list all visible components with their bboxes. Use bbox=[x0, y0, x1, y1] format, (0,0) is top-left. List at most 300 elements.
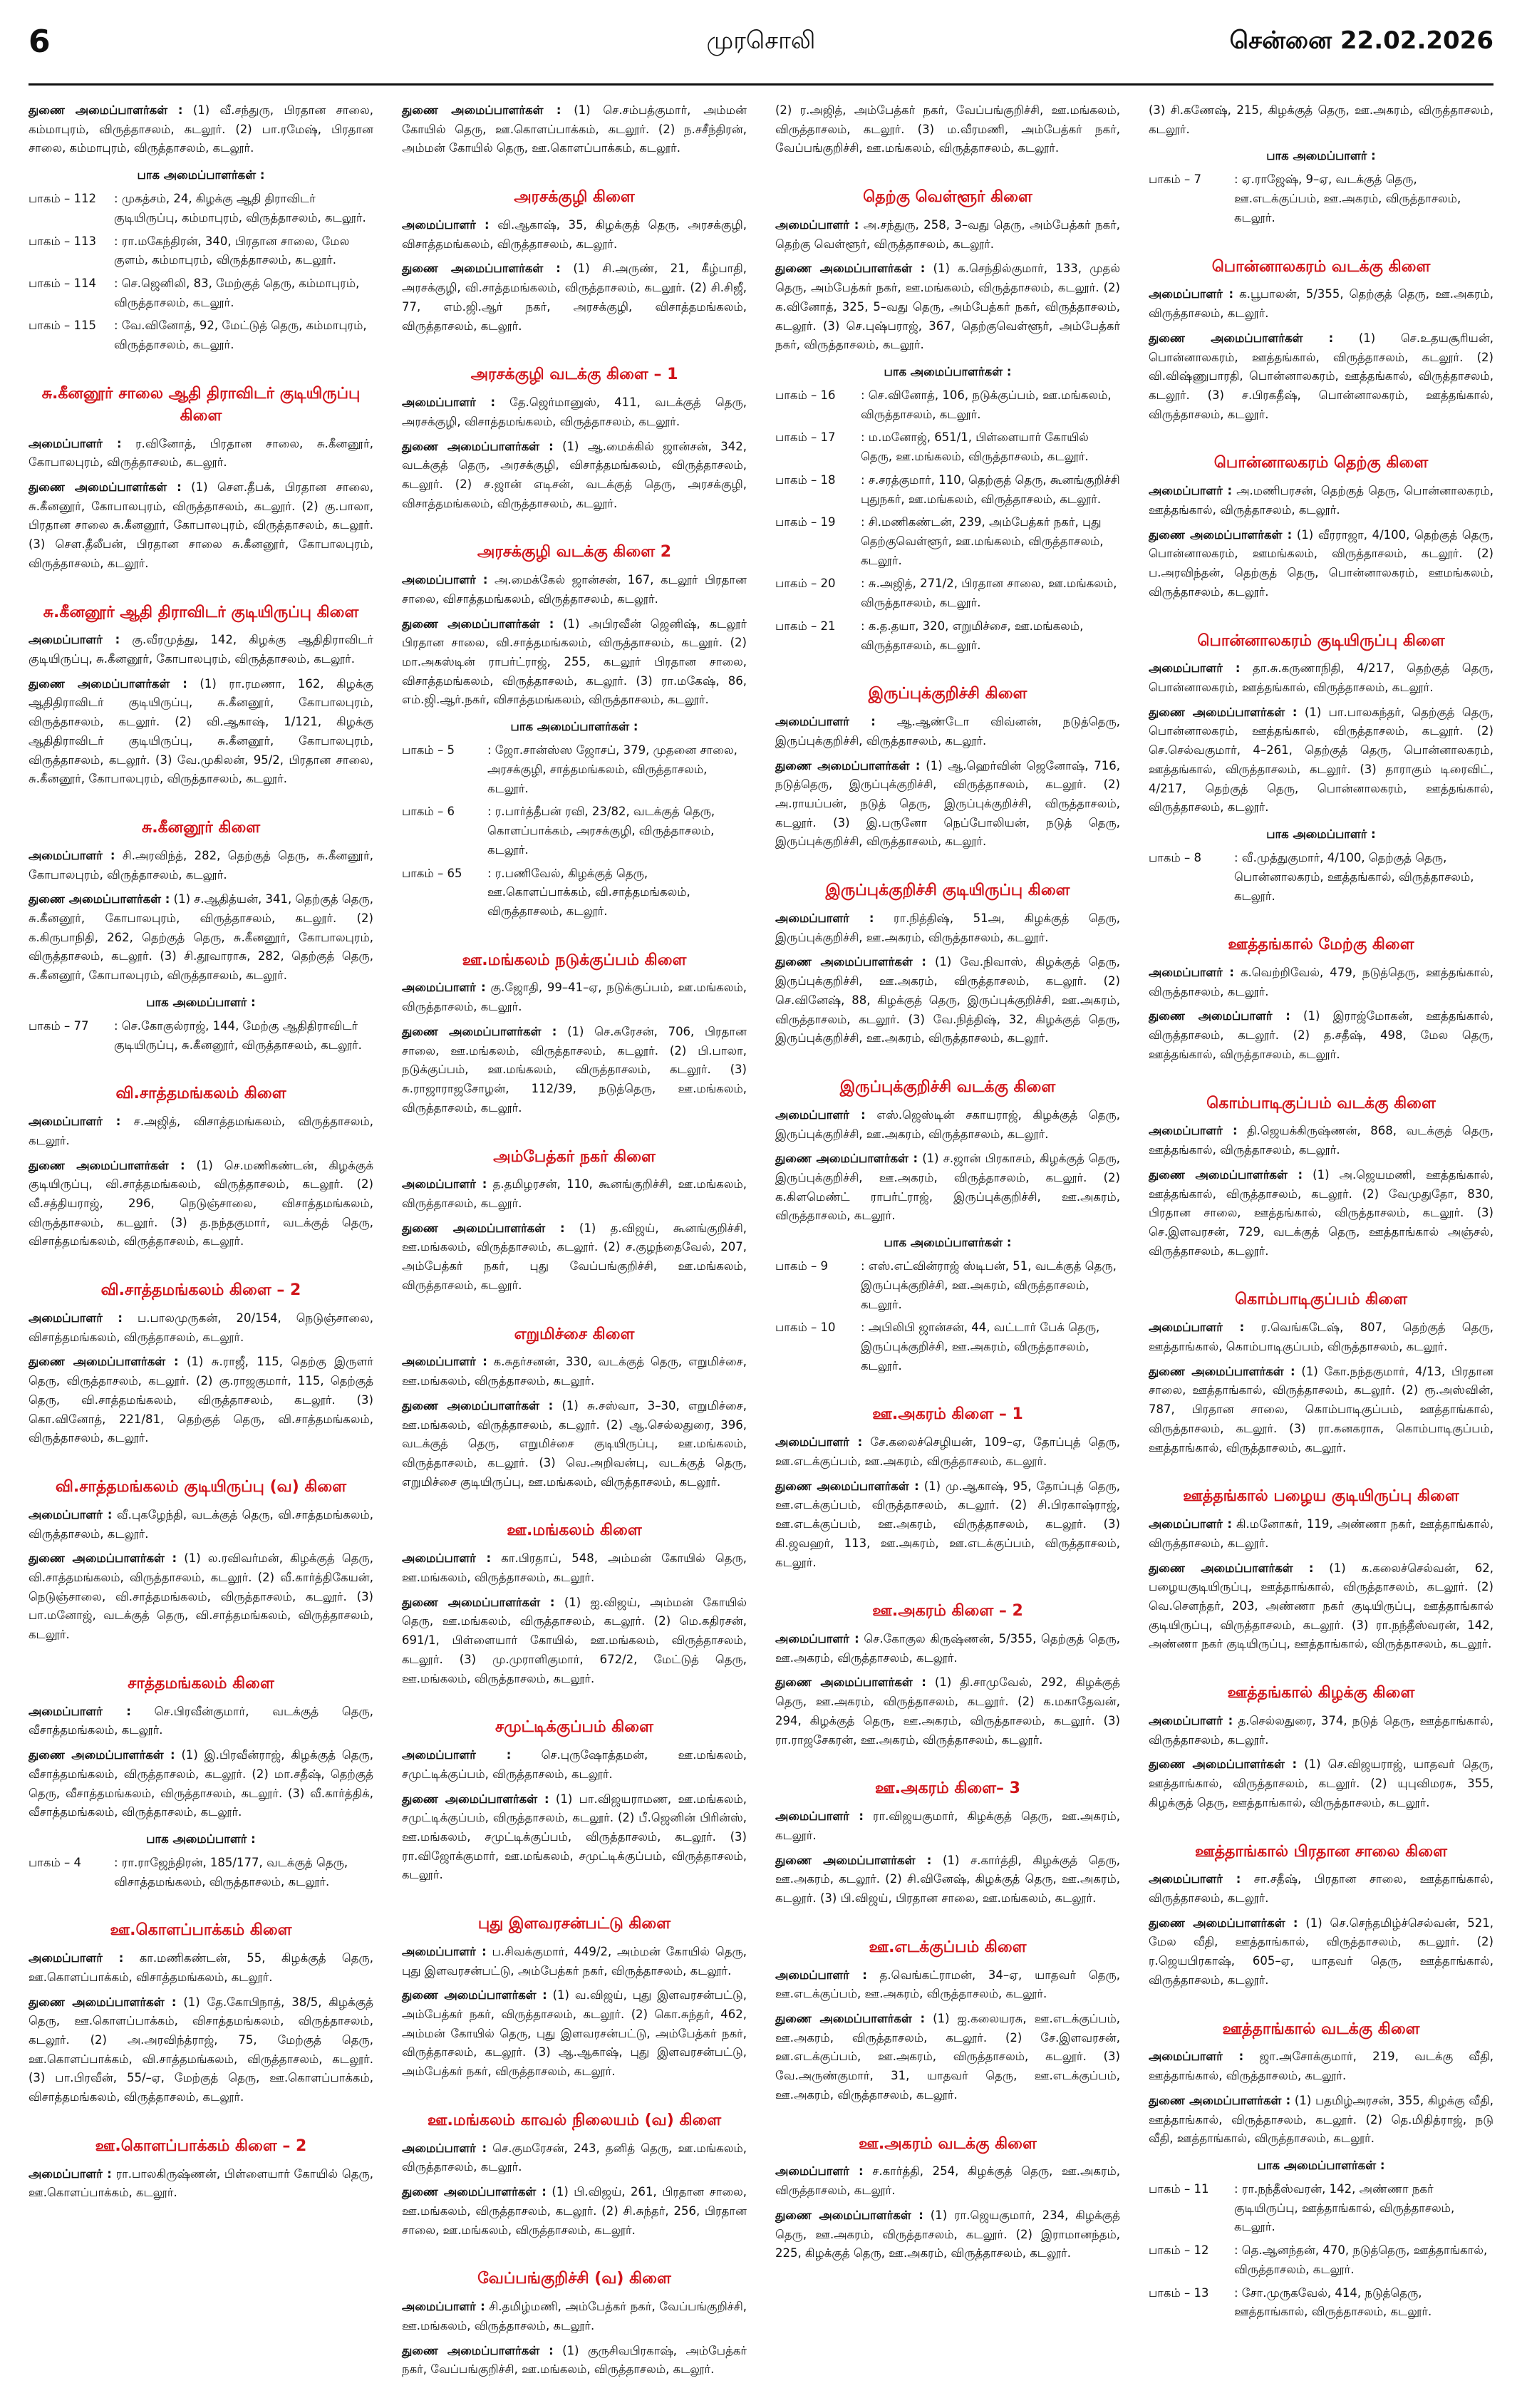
branch-section bbox=[29, 1477, 373, 1645]
office-bearer-entry bbox=[29, 1506, 373, 1544]
branch-heading: இருப்புக்குறிச்சி வடக்கு கிளை bbox=[839, 1078, 1056, 1096]
branch-section bbox=[402, 1147, 747, 1296]
branch-heading: வி.சாத்தமங்கலம் கிளை – 2 bbox=[100, 1281, 301, 1300]
names-text: (1) குருசிவபிரகாஷ், அம்பேத்கர் நகர், வேப்பங்குறிச்சி, ஊ.மங்கலம், விருத்தாசலம், கடலூர். bbox=[402, 2343, 747, 2377]
role-label: அமைப்பாளர் : bbox=[775, 1435, 863, 1450]
role-label: துணை அமைப்பாளர்கள் : bbox=[775, 1152, 918, 1166]
names-text: செ.கோகுல கிருஷ்ணன், 5/355, தெற்குத் தெரு, ஊ.அகரம், விருத்தாசலம், கடலூர். bbox=[775, 1632, 1120, 1665]
role-label: துணை அமைப்பாளர்கள் : bbox=[29, 676, 187, 691]
office-bearer-entry bbox=[1149, 329, 1493, 425]
role-label: அமைப்பாளர் : bbox=[29, 1951, 124, 1965]
booth-subheading: பாக அமைப்பாளர் : bbox=[146, 1831, 256, 1846]
booth-incharge: : ர.பார்த்தீபன் ரவி, 23/82, வடக்குத் தெரு, கொளப்பாக்கம், அரசக்குழி, விருத்தாசலம், கடலூர். bbox=[487, 805, 715, 857]
names-text: தே.ஜெர்மானுஸ், 411, வடக்குத் தெரு, அரசக்குழி, விசாத்தமங்கலம், விருத்தாசலம், கடலூர். bbox=[402, 396, 747, 428]
booth-number: பாகம் – 5 bbox=[402, 743, 455, 758]
branch-section bbox=[775, 2134, 1120, 2263]
role-label: அமைப்பாளர் : bbox=[775, 2164, 864, 2179]
names-text: ச.கார்த்தி, 254, கிழக்குத் தெரு, ஊ.அகரம், விருத்தாசலம், கடலூர். bbox=[775, 2164, 1120, 2198]
booth-number: பாகம் – 114 bbox=[29, 277, 96, 291]
names-text: சி.தமிழ்மணி, அம்பேத்கர் நகர், வேப்பங்குறிச்சி, ஊ.மங்கலம், விருத்தாசலம், கடலூர். bbox=[402, 2300, 747, 2332]
branch-section bbox=[775, 1404, 1120, 1572]
branch-heading: புது இளவரசன்பட்டு கிளை bbox=[477, 1915, 671, 1933]
names-text: (1) செ.சுரேசன், 706, பிரதான சாலை, ஊ.மங்கலம், விருத்தாசலம், கடலூர். (2) பி.பாலா, நடுக்குப்பம், ஊ.மங்கலம், விருத்தாசலம், கடலூர். (3) சு.ராஜாராஜசோழன், 112/39, நடுத்தெரு, ஊ.மங்கலம், விருத்தாசலம், கடலூர். bbox=[402, 1024, 747, 1115]
booth-incharge: : செ.கோகுல்ராஜ், 144, மேற்கு ஆதிதிராவிடர் குடியிருப்பு, சு.கீனனூர், விருத்தாசலம், கடலூர். bbox=[114, 1018, 362, 1052]
names-text: கி.மனோகர், 119, அண்ணா நகர், ஊத்தாங்கால், விருத்தாசலம், கடலூர். bbox=[1149, 1517, 1494, 1550]
branch-heading: ஊ.மங்கலம் காவல் நிலையம் (வ) கிளை bbox=[427, 2111, 722, 2129]
names-text: (1) பதமிழ்அரசன், 355, கிழக்கு வீதி, ஊத்தாங்கால், விருத்தாசலம், கடலூர். (2) தெ.மிதித்ராஜ், நடு வீதி, ஊத்தாங்கால், விருத்தாசலம், கடலூர். bbox=[1149, 2093, 1493, 2146]
branch-heading: வி.சாத்தமங்கலம் குடியிருப்பு (வ) கிளை bbox=[55, 1478, 347, 1496]
names-text: (1) ல.ரவிவர்மன், கிழக்குத் தெரு, வி.சாத்தமங்கலம், விருத்தாசலம், கடலூர். (2) வீ.கார்த்திகேயன், நெடுஞ்சாலை, வி.சாத்தமங்கலம், விருத்தாசலம், கடலூர். (3) பா.மனோஜ், வடக்குத் தெரு, வி.சாத்தமங்கலம், விருத்தாசலம், கடலூர். bbox=[29, 1551, 373, 1642]
office-bearer-entry bbox=[775, 2010, 1120, 2105]
names-text: சே.கலைச்செழியன், 109–ஏ, தோப்புத் தெரு, ஊ.எடக்குப்பம், ஊ.அகரம், விருத்தாசலம், கடலூர். bbox=[775, 1435, 1120, 1468]
booth-incharge: : ரா.மகேந்திரன், 340, பிரதான சாலை, மேல குளம், கம்மாபுரம், விருத்தாசலம், கடலூர். bbox=[114, 234, 350, 267]
columns bbox=[29, 86, 1494, 2377]
booth-incharge: : சி.மணிகண்டன், 239, அம்பேத்கர் நகர், புது தெற்குவெள்ளூர், ஊ.மங்கலம், விருத்தாசலம், கடலூர். bbox=[861, 515, 1104, 567]
branch-section bbox=[402, 364, 747, 513]
booth-row bbox=[775, 617, 1120, 655]
names-text: வி.ஆகாஷ், 35, கிழக்குத் தெரு, அரசக்குழி, விசாத்தமங்கலம், விருத்தாசலம், கடலூர். bbox=[402, 217, 747, 251]
office-bearer-entry bbox=[402, 393, 747, 431]
branch-section bbox=[402, 1324, 747, 1492]
office-bearer-entry bbox=[402, 615, 747, 710]
names-text: (1) செ.மணிகண்டன், கிழக்குக் குடியிருப்பு, வி.சாத்தமங்கலம், விருத்தாசலம், கடலூர். (2) வீ.சத்தியராஜ், 296, நெடுஞ்சாலை, விசாத்தமங்கலம், விருத்தாசலம், கடலூர். (3) த.நந்தகுமார், வடக்குத் தெரு, விசாத்தமங்கலம், விருத்தாசலம், கடலூர். bbox=[29, 1158, 374, 1249]
role-label: துணை அமைப்பாளர்கள் : bbox=[402, 2185, 547, 2199]
role-label: துணை அமைப்பாளர்கள் : bbox=[1149, 1167, 1303, 1182]
branch-heading: எறுமிச்சை கிளை bbox=[514, 1325, 635, 1343]
role-label: துணை அமைப்பாளர்கள் : bbox=[402, 103, 561, 117]
page-number: 6 bbox=[29, 24, 51, 60]
names-text: (1) தி.சாமுவேல், 292, கிழக்குத் தெரு, ஊ.அகரம், விருத்தாசலம், கடலூர். (2) க.மகாதேவன், 294, கிழக்குத் தெரு, ஊ.அகரம், விருத்தாசலம், கடலூர். (3) ரா.ராஜசேகரன், ஊ.அகரம், விருத்தாசலம், கடலூர். bbox=[775, 1675, 1120, 1747]
branch-heading: ஊ.அகரம் வடக்கு கிளை bbox=[859, 2134, 1037, 2153]
role-label: அமைப்பாளர் : bbox=[775, 217, 859, 232]
booth-number: பாகம் – 4 bbox=[29, 1855, 81, 1869]
role-label: அமைப்பாளர் : bbox=[402, 573, 488, 587]
booth-number: பாகம் – 115 bbox=[29, 319, 96, 333]
booth-incharge: : ர.பணிவேல், கிழக்குத் தெரு, ஊ.கொளப்பாக்கம், வி.சாத்தமங்கலம், விருத்தாசலம், கடலூர். bbox=[487, 866, 690, 918]
role-label: துணை அமைப்பாளர்கள் : bbox=[775, 2011, 926, 2025]
names-text: (1) க.செந்தில்குமார், 133, முதல் தெரு, அம்பேத்கர் நகர், ஊ.மங்கலம், விருத்தாசலம், கடலூர். (2) க.வினோத், 325, 5–வது தெரு, அம்பேத்கர் நகர், விருத்தாசலம், கடலூர். (3) செ.புஷ்பராஜ், 367, தெற்குவெள்ளூர், அம்பேத்கர் நகர், விருத்தாசலம், கடலூர். bbox=[775, 262, 1120, 352]
branch-section bbox=[1149, 453, 1493, 601]
names-text: அ.சந்துரு, 258, 3–வது தெரு, அம்பேத்கர் நகர், தெற்கு வெள்ளூர், விருத்தாசலம், கடலூர். bbox=[775, 217, 1120, 251]
office-bearer-entry bbox=[1149, 703, 1493, 817]
booth-subheading: பாக அமைப்பாளர் : bbox=[1266, 149, 1376, 163]
booth-row bbox=[29, 1017, 373, 1055]
office-bearer-entry bbox=[29, 1549, 373, 1645]
booth-row bbox=[775, 1318, 1120, 1375]
role-label: அமைப்பாளர் : bbox=[29, 436, 122, 450]
role-label: துணை அமைப்பாளர்கள் : bbox=[29, 1748, 175, 1762]
office-bearer-entry bbox=[1149, 1870, 1493, 1908]
names-text: (1) அபிரவீன் ஜெனிஷ், கடலூர் பிரதான சாலை, வி.சாத்தமங்கலம், விருத்தாசலம், கடலூர். (2) மா.அகஸ்டின் ராபர்ட்ராஜ், 255, கடலூர் பிரதான சாலை, விசாத்தமங்கலம், விருத்தாசலம், கடலூர். (3) ரா.மகேஷ், 86, எம்.ஜி.ஆர்.நகர், விசாத்தமங்கலம், விருத்தாசலம், கடலூர். bbox=[402, 616, 747, 707]
names-text: வீ.புகழேந்தி, வடக்குத் தெரு, வி.சாத்தமங்கலம், விருத்தாசலம், கடலூர். bbox=[29, 1507, 373, 1541]
branch-section bbox=[1149, 257, 1493, 425]
names-text: அ.மைக்கேல் ஜான்சன், 167, கடலூர் பிரதான சாலை, விசாத்தமங்கலம், விருத்தாசலம், கடலூர். bbox=[402, 573, 747, 606]
booth-incharge: : வே.வினோத், 92, மேட்டுத் தெரு, கம்மாபுரம், விருத்தாசலம், கடலூர். bbox=[114, 319, 367, 352]
branch-section bbox=[775, 187, 1120, 655]
office-bearer-entry bbox=[1149, 1318, 1493, 1356]
office-bearer-entry bbox=[1149, 1122, 1493, 1159]
office-bearer-entry bbox=[29, 1157, 373, 1252]
edition-date: சென்னை 22.02.2026 bbox=[1229, 26, 1493, 55]
branch-section bbox=[402, 950, 747, 1118]
office-bearer-entry bbox=[402, 259, 747, 336]
branch-heading: வேப்பங்குறிச்சி (வ) கிளை bbox=[477, 2270, 671, 2288]
role-label: அமைப்பாளர் : bbox=[402, 1355, 487, 1369]
booth-number: பாகம் – 65 bbox=[402, 866, 462, 880]
office-bearer-entry bbox=[29, 478, 373, 574]
branch-heading: ஊ.மங்கலம் கிளை bbox=[507, 1521, 642, 1540]
branch-section bbox=[29, 1083, 373, 1251]
names-text: (1) பா.விஜயராமண, ஊ.மங்கலம், சமுட்டிக்குப்பம், விருத்தாசலம், கடலூர். (2) பீ.ஜெனின் பிரின்ஸ், ஊ.மங்கலம், சமுட்டிக்குப்பம், விருத்தாசலம், கடலூர். (3) ரா.விஜோக்குமார், ஊ.மங்கலம், சமுட்டிக்குப்பம், விருத்தாசலம், கடலூர். bbox=[402, 1792, 747, 1882]
names-text: கா.பிரதாப், 548, அம்மன் கோயில் தெரு, ஊ.மங்கலம், விருத்தாசலம், கடலூர். bbox=[402, 1551, 747, 1584]
names-text: த.வெங்கட்ராமன், 34–ஏ, யாதவர் தெரு, ஊ.எடக்குப்பம், ஊ.அகரம், விருத்தாசலம், கடலூர். bbox=[775, 1968, 1120, 2001]
role-label: அமைப்பாளர் : bbox=[29, 633, 120, 647]
names-text: (1) சி.அருண், 21, கீழ்பாதி, அரசக்குழி, வி.சாத்தமங்கலம், விருத்தாசலம், கடலூர். (2) சி.சிஜீ, 77, எம்.ஜி.ஆர் நகர், அரசக்குழி, விசாத்தமங்கலம், விருத்தாசலம், கடலூர். bbox=[402, 262, 747, 333]
names-text: (1) இராஜ்மோகன், ஊத்தங்கால், விருத்தாசலம், கடலூர். (2) த.சதீஷ், 498, மேல தெரு, ஊத்தங்கால், விருத்தாசலம், கடலூர். bbox=[1149, 1009, 1493, 1061]
role-label: அமைப்பாளர் : bbox=[775, 1107, 866, 1122]
names-text: த.தமிழரசன், 110, கூனங்குறிச்சி, ஊ.மங்கலம், விருத்தாசலம், கடலூர். bbox=[402, 1177, 747, 1211]
office-bearer-entry bbox=[1149, 101, 1493, 139]
branch-section bbox=[29, 1920, 373, 2107]
booth-incharge: : செ.வினோத், 106, நடுக்குப்பம், ஊ.மங்கலம், விருத்தாசலம், கடலூர். bbox=[861, 388, 1112, 421]
names-text: கா.மணிகண்டன், 55, கிழக்குத் தெரு, ஊ.கொளப்பாக்கம், விசாத்தமங்கலம், கடலூர். bbox=[29, 1951, 373, 1984]
office-bearer-entry bbox=[1149, 1515, 1493, 1553]
role-label: துணை அமைப்பாளர்கள் : bbox=[1149, 1364, 1295, 1378]
role-label: துணை அமைப்பாளர்கள் : bbox=[29, 1355, 179, 1369]
role-label: அமைப்பாளர் : bbox=[402, 1944, 487, 1958]
names-text: ப.பாலமுருகன், 20/154, நெடுஞ்சாலை, விசாத்தமங்கலம், விருத்தாசலம், கடலூர். bbox=[29, 1311, 373, 1344]
role-label: அமைப்பாளர் : bbox=[1149, 966, 1234, 980]
role-label: துணை அமைப்பாளர்கள் : bbox=[775, 262, 926, 276]
names-text: (1) த.விஜய், கூனங்குறிச்சி, ஊ.மங்கலம், விருத்தாசலம், கடலூர். (2) ச.குழந்தைவேல், 207, அம்பேத்கர் நகர், புது வேப்பங்குறிச்சி, ஊ.மங்கலம், விருத்தாசலம், கடலூர். bbox=[402, 1221, 747, 1292]
role-label: துணை அமைப்பாளர்கள் : bbox=[402, 262, 561, 276]
office-bearer-entry bbox=[29, 1112, 373, 1150]
role-label: துணை அமைப்பாளர்கள் : bbox=[402, 1024, 557, 1038]
booth-row bbox=[402, 802, 747, 859]
office-bearer-entry bbox=[402, 2183, 747, 2240]
office-bearer-entry bbox=[402, 101, 747, 158]
names-text: (1) ச.ஆதித்யன், 341, தெற்குத் தெரு, சு.கீனனூர், கோபாலபுரம், விருத்தாசலம், கடலூர். (2) க.கிருபாநிதி, 262, தெற்குத் தெரு, சு.கீனனூர், கோபாலபுரம், விருத்தாசலம், கடலூர். (3) சி.தூவாராசு, 282, தெற்குத் தெரு, சு.கீனனூர், கோபாலபுரம், விருத்தாசலம், கடலூர். bbox=[29, 892, 373, 983]
office-bearer-entry bbox=[775, 1966, 1120, 2004]
role-label: துணை அமைப்பாளர்கள் : bbox=[402, 1221, 565, 1235]
role-label: துணை அமைப்பாளர்கள் : bbox=[402, 1398, 554, 1412]
branch-heading: அம்பேத்கர் நகர் கிளை bbox=[493, 1147, 656, 1166]
booth-incharge: : ரா.நந்தீஸ்வரன், 142, அண்ணா நகர் குடியிருப்பு, ஊத்தாங்கால், விருத்தாசலம், கடலூர். bbox=[1234, 2182, 1455, 2234]
office-bearer-entry bbox=[1149, 1712, 1493, 1750]
role-label: துணை அமைப்பாளர்கள் : bbox=[775, 1675, 926, 1690]
office-bearer-entry bbox=[1149, 482, 1493, 520]
column-3 bbox=[775, 101, 1120, 2408]
office-bearer-entry bbox=[1149, 1166, 1493, 1261]
role-label: அமைப்பாளர் : bbox=[1149, 1713, 1233, 1727]
branch-heading: வி.சாத்தமங்கலம் கிளை bbox=[115, 1085, 286, 1103]
office-bearer-entry bbox=[402, 571, 747, 609]
role-label: அமைப்பாளர் : bbox=[1149, 1517, 1233, 1531]
booth-subheading: பாக அமைப்பாளர்கள் : bbox=[884, 1236, 1012, 1250]
booth-subheading: பாக அமைப்பாளர் : bbox=[146, 995, 256, 1009]
office-bearer-entry bbox=[29, 675, 373, 789]
booth-number: பாகம் – 77 bbox=[29, 1018, 89, 1033]
names-text: செ.புருஷோத்தமன், ஊ.மங்கலம், சமுட்டிக்குப்பம், விருத்தாசலம், கடலூர். bbox=[402, 1748, 747, 1781]
masthead bbox=[29, 0, 1493, 86]
branch-section bbox=[775, 1937, 1120, 2105]
booth-row bbox=[775, 574, 1120, 612]
office-bearer-entry bbox=[29, 847, 373, 884]
role-label: அமைப்பாளர் : bbox=[29, 848, 115, 862]
booth-number: பாகம் – 21 bbox=[775, 619, 836, 633]
booth-incharge: : தெ.ஆனந்தன், 470, நடுத்தெரு, ஊத்தாங்கால், விருத்தாசலம், கடலூர். bbox=[1234, 2243, 1488, 2276]
branch-section bbox=[1149, 101, 1493, 228]
office-bearer-entry bbox=[402, 1986, 747, 2082]
office-bearer-entry bbox=[1149, 1914, 1493, 1990]
names-text: எஸ்.ஜெஸ்டின் சகாயராஜ், கிழக்குத் தெரு, இருப்புக்குறிச்சி, ஊ.அகரம், விருத்தாசலம், கடலூர். bbox=[775, 1107, 1120, 1141]
branch-heading: பொன்னாலகரம் தெற்கு கிளை bbox=[1213, 454, 1429, 472]
names-text: (1) சு.ராஜீ, 115, தெற்கு இருளர் தெரு, விருத்தாசலம், கடலூர். (2) கு.ராஜகுமார், 115, தெற்குத் தெரு, வி.சாத்தமங்கலம், விருத்தாசலம், கடலூர். (3) கொ.வினோத், 221/81, தெற்குத் தெரு, வி.சாத்தமங்கலம், விருத்தாசலம், கடலூர். bbox=[29, 1355, 373, 1445]
names-text: (1) ஐ.விஜய், அம்மன் கோயில் தெரு, ஊ.மங்கலம், விருத்தாசலம், கடலூர். (2) மெ.கதிரசன், 691/1, பிள்ளையார் கோயில், ஊ.மங்கலம், விருத்தாசலம், கடலூர். (3) மு.முராளிகுமார், 672/2, மேட்டுத் தெரு, ஊ.மங்கலம், விருத்தாசலம், கடலூர். bbox=[402, 1595, 747, 1685]
booth-incharge: : அபிலிபி ஜான்சன், 44, வட்டார் பேக் தெரு, இருப்புக்குறிச்சி, ஊ.அகரம், விருத்தாசலம், கடலூர். bbox=[861, 1321, 1100, 1373]
branch-heading: அரசக்குழி வடக்கு கிளை 2 bbox=[477, 543, 672, 562]
names-text: த.செல்லதுரை, 374, நடுத் தெரு, ஊத்தாங்கால், விருத்தாசலம், கடலூர். bbox=[1149, 1713, 1493, 1747]
booth-row bbox=[402, 741, 747, 798]
office-bearer-entry bbox=[29, 2165, 373, 2203]
branch-heading: கொம்பாடிகுப்பம் கிளை bbox=[1235, 1291, 1407, 1309]
branch-section bbox=[775, 683, 1120, 852]
branch-section bbox=[29, 2136, 373, 2203]
branch-heading: அரசக்குழி வடக்கு கிளை – 1 bbox=[470, 366, 678, 384]
role-label: துணை அமைப்பாளர்கள் : bbox=[402, 616, 554, 631]
office-bearer-entry bbox=[29, 1993, 373, 2107]
office-bearer-entry bbox=[775, 2162, 1120, 2200]
branch-section bbox=[1149, 1841, 1493, 1990]
names-text: தி.ஜெயக்கிருஷ்ணன், 868, வடக்குத் தெரு, ஊத்தங்கால், விருத்தாசலம், கடலூர். bbox=[1149, 1124, 1493, 1157]
booth-number: பாகம் – 13 bbox=[1149, 2285, 1209, 2300]
branch-section bbox=[29, 602, 373, 790]
booth-number: பாகம் – 112 bbox=[29, 192, 96, 206]
booth-row bbox=[29, 316, 373, 354]
branch-heading: ஊ.கொளப்பாக்கம் கிளை – 2 bbox=[95, 2136, 307, 2155]
names-text: (1) செ.விஜயராஜ், யாதவர் தெரு, ஊத்தாங்கால், விருத்தாசலம், கடலூர். (2) யுபுவிமரசு, 355, கிழக்குத் தெரு, ஊத்தாங்கால், விருத்தாசலம், கடலூர். bbox=[1149, 1757, 1493, 1809]
office-bearer-entry bbox=[402, 1023, 747, 1118]
office-bearer-entry bbox=[402, 2139, 747, 2177]
office-bearer-entry bbox=[775, 1433, 1120, 1471]
office-bearer-entry bbox=[775, 216, 1120, 254]
office-bearer-entry bbox=[29, 101, 373, 158]
booth-row bbox=[1149, 170, 1493, 227]
office-bearer-entry bbox=[775, 1630, 1120, 1668]
role-label: துணை அமைப்பாளர்கள் : bbox=[29, 1995, 177, 2009]
booth-number: பாகம் – 17 bbox=[775, 430, 836, 445]
names-text: (3) சி.கணேஷ், 215, கிழக்குத் தெரு, ஊ.அகரம், விருத்தாசலம், கடலூர். bbox=[1149, 103, 1493, 136]
booth-number: பாகம் – 16 bbox=[775, 388, 836, 402]
branch-section bbox=[775, 1601, 1120, 1750]
branch-section bbox=[1149, 631, 1493, 906]
office-bearer-entry bbox=[402, 2342, 747, 2379]
office-bearer-entry bbox=[29, 1309, 373, 1347]
names-text: ரா.விஜயகுமார், கிழக்குத் தெரு, ஊ.அகரம், கடலூர். bbox=[775, 1809, 1120, 1842]
office-bearer-entry bbox=[775, 953, 1120, 1048]
branch-section bbox=[1149, 1289, 1493, 1457]
branch-section bbox=[775, 1077, 1120, 1375]
booth-incharge: : எஸ்.எட்வின்ராஜ் ஸ்டிபன், 51, வடக்குத் தெரு, இருப்புக்குறிச்சி, ஊ.அகரம், விருத்தாசலம், கடலூர். bbox=[861, 1259, 1117, 1311]
role-label: அமைப்பாளர் : bbox=[1149, 1872, 1241, 1886]
names-text: கு.வீரமுத்து, 142, கிழக்கு ஆதிதிராவிடர் குடியிருப்பு, சு.கீனனூர், கோபாலபுரம், விருத்தாசலம், கடலூர். bbox=[29, 633, 373, 666]
branch-section bbox=[1149, 934, 1493, 1064]
branch-section bbox=[775, 101, 1120, 158]
names-text: ஜா.அசோக்குமார், 219, வடக்கு வீதி, ஊத்தாங்கால், விருத்தாசலம், கடலூர். bbox=[1149, 2050, 1493, 2083]
role-label: அமைப்பாளர் : bbox=[29, 1507, 113, 1521]
booth-number: பாகம் – 10 bbox=[775, 1321, 836, 1335]
names-text: ஆ.ஆண்டோ விவ்னன், நடுத்தெரு, இருப்புக்குறிச்சி, விருத்தாசலம், கடலூர். bbox=[775, 715, 1120, 748]
names-text: (1) இ.பிரவீன்ராஜ், கிழக்குத் தெரு, வீசாத்தமங்கலம், விருத்தாசலம், கடலூர். (2) மா.சதீஷ், தெற்குத் தெரு, வீசாத்தமங்கலம், விருத்தாசலம், கடலூர். (3) வீ.கார்த்திக், வீசாத்தமங்கலம், விருத்தாசலம், கடலூர். bbox=[29, 1748, 373, 1819]
booth-incharge: : க.த.தயா, 320, எறுமிச்சை, ஊ.மங்கலம், விருத்தாசலம், கடலூர். bbox=[861, 619, 1084, 652]
booth-row bbox=[29, 232, 373, 270]
booth-incharge: : ச.சரத்குமார், 110, தெற்குத் தெரு, கூனங்குறிச்சி புதுநகர், ஊ.மங்கலம், விருத்தாசலம், கடலூர். bbox=[861, 472, 1120, 506]
booth-number: பாகம் – 18 bbox=[775, 472, 836, 487]
branch-section bbox=[402, 101, 747, 158]
role-label: அமைப்பாளர் : bbox=[1149, 484, 1233, 498]
office-bearer-entry bbox=[775, 757, 1120, 852]
booth-number: பாகம் – 6 bbox=[402, 805, 455, 819]
branch-section bbox=[29, 817, 373, 1055]
role-label: துணை அமைப்பாளர்கள் : bbox=[1149, 1916, 1298, 1930]
role-label: துணை அமைப்பாளர்கள் : bbox=[1149, 1561, 1314, 1575]
names-text: (1) ஆ.மைக்கில் ஜான்சன், 342, வடக்குத் தெரு, அரசக்குழி, விசாத்தமங்கலம், விருத்தாசலம், கடலூர். (2) ச.ஜான் எடிசன், வடக்குத் தெரு, அரசக்குழி, விசாத்தமங்கலம், விருத்தாசலம், கடலூர். bbox=[402, 439, 747, 510]
names-text: ச.அஜித், விசாத்தமங்கலம், விருத்தாசலம், கடலூர். bbox=[29, 1115, 373, 1147]
names-text: (1) சு.சஸ்வா, 3–30, எறுமிச்சை, ஊ.மங்கலம், விருத்தாசலம், கடலூர். (2) ஆ.செல்லதுரை, 396, வடக்குத் தெரு, எறுமிச்சை குடியிருப்பு, ஊ.மங்கலம், விருத்தாசலம், கடலூர். (3) வெ.அறிவன்பு, வடக்குத் தெரு, எறுமிச்சை குடியிருப்பு, ஊ.மங்கலம், விருத்தாசலம், கடலூர். bbox=[402, 1398, 747, 1489]
office-bearer-entry bbox=[29, 435, 373, 472]
booth-number: பாகம் – 8 bbox=[1149, 851, 1201, 865]
office-bearer-entry bbox=[402, 1353, 747, 1390]
booth-incharge: : ம.மனோஜ், 651/1, பிள்ளையார் கோயில் தெரு, ஊ.மங்கலம், விருத்தாசலம், கடலூர். bbox=[861, 430, 1089, 464]
names-text: ரா.நித்திஷ், 51அ, கிழக்குத் தெரு, இருப்புக்குறிச்சி, ஊ.அகரம், விருத்தாசலம், கடலூர். bbox=[775, 911, 1120, 944]
office-bearer-entry bbox=[29, 631, 373, 668]
branch-heading: ஊத்தங்கால் பழைய குடியிருப்பு கிளை bbox=[1183, 1487, 1459, 1506]
role-label: துணை அமைப்பாளர்கள் : bbox=[402, 2343, 554, 2357]
names-text: (1) ஆ.ஹெர்வின் ஜெனோஷ், 716, நடுத்தெரு, இருப்புக்குறிச்சி, விருத்தாசலம், கடலூர். (2) அ.ராயப்பன், நடுத் தெரு, இருப்புக்குறிச்சி, விருத்தாசலம், கடலூர். (3) இ.பருனோ நெப்போலியன், நடுத் தெரு, இருப்புக்குறிச்சி, விருத்தாசலம், கடலூர். bbox=[775, 758, 1120, 849]
booth-subheading: பாக அமைப்பாளர்கள் : bbox=[884, 364, 1012, 378]
names-text: க.சுதர்சனன், 330, வடக்குத் தெரு, எறுமிச்சை, ஊ.மங்கலம், விருத்தாசலம், கடலூர். bbox=[402, 1355, 747, 1388]
role-label: துணை அமைப்பாளர்கள் : bbox=[29, 103, 183, 117]
branch-section bbox=[1149, 1093, 1493, 1261]
role-label: துணை அமைப்பாளர்கள் : bbox=[402, 1595, 555, 1609]
column-4 bbox=[1149, 101, 1493, 2408]
column-2 bbox=[402, 101, 747, 2408]
office-bearer-entry bbox=[29, 1353, 373, 1448]
branch-heading: சு.கீனனூர் ஆதி திராவிடர் குடியிருப்பு கிளை bbox=[43, 603, 359, 621]
booth-incharge: : சு.அஜித், 271/2, பிரதான சாலை, ஊ.மங்கலம், விருத்தாசலம், கடலூர். bbox=[861, 577, 1117, 610]
names-text: (1) செ.சம்பத்குமார், அம்மன் கோயில் தெரு, ஊ.கொளப்பாக்கம், கடலூர். (2) ந.சசீந்திரன், அம்மன் கோயில் தெரு, ஊ.கொளப்பாக்கம், கடலூர். bbox=[402, 103, 747, 155]
branch-section bbox=[1149, 1683, 1493, 1812]
role-label: அமைப்பாளர் : bbox=[1149, 2050, 1244, 2064]
branch-section bbox=[402, 2110, 747, 2240]
office-bearer-entry bbox=[1149, 1363, 1493, 1458]
role-label: அமைப்பாளர் : bbox=[775, 1632, 859, 1646]
booth-row bbox=[29, 190, 373, 227]
names-text: சி.அரவிந்த், 282, தெற்குத் தெரு, சு.கீனனூர், கோபாலபுரம், விருத்தாசலம், கடலூர். bbox=[29, 848, 373, 882]
office-bearer-entry bbox=[1149, 526, 1493, 602]
office-bearer-entry bbox=[402, 978, 747, 1016]
column-1 bbox=[29, 101, 373, 2408]
role-label: துணை அமைப்பாளர்கள் : bbox=[775, 1479, 919, 1493]
role-label: அமைப்பாளர் : bbox=[775, 1968, 867, 1982]
office-bearer-entry bbox=[1149, 1559, 1493, 1655]
names-text: (1) ச.ஜான் பிரகாசம், கிழக்குத் தெரு, இருப்புக்குறிச்சி, ஊ.அகரம், விருத்தாசலம், கடலூர். (2) க.கிளமெண்ட் ராபர்ட்ராஜ், இருப்புக்குறிச்சி, ஊ.அகரம், விருத்தாசலம், கடலூர். bbox=[775, 1152, 1120, 1223]
office-bearer-entry bbox=[775, 713, 1120, 750]
role-label: துணை அமைப்பாளர்கள் : bbox=[29, 1551, 177, 1566]
role-label: துணை அமைப்பாளர்கள் : bbox=[775, 758, 921, 772]
role-label: துணை அமைப்பாளர்கள் : bbox=[402, 1792, 549, 1806]
role-label: அமைப்பாளர் : bbox=[775, 911, 874, 925]
names-text: ர.வெங்கடேஷ், 807, தெற்குத் தெரு, ஊத்தாங்கால், கொம்பாடிகுப்பம், விருத்தாசலம், கடலூர். bbox=[1149, 1321, 1493, 1353]
names-text: க.வெற்றிவேல், 479, நடுத்தெரு, ஊத்தங்கால், விருத்தாசலம், கடலூர். bbox=[1149, 966, 1493, 998]
booth-row bbox=[775, 1257, 1120, 1314]
names-text: (1) ஐ.கலையரசு, ஊ.எடக்குப்பம், ஊ.அகரம், விருத்தாசலம், கடலூர். (2) சே.இளவரசன், ஊ.எடக்குப்பம், ஊ.அகரம், விருத்தாசலம், கடலூர். (3) வே.அருண்குமார், 31, யாதவர் தெரு, ஊ.எடக்குப்பம், ஊ.அகரம், விருத்தாசலம், கடலூர். bbox=[775, 2011, 1120, 2102]
branch-section bbox=[29, 1280, 373, 1448]
branch-heading: ஊத்தாங்கால் பிரதான சாலை கிளை bbox=[1195, 1842, 1447, 1861]
branch-heading: ஊ.எடக்குப்பம் கிளை bbox=[869, 1938, 1027, 1956]
names-text: (1) வ.விஜய், புது இளவரசன்பட்டு, அம்பேத்கர் நகர், விருத்தாசலம், கடலூர். (2) கொ.சுந்தர், 462, அம்மன் கோயில் தெரு, புது இளவரசன்பட்டு, அம்பேத்கர் நகர், விருத்தாசலம், கடலூர். (3) ஆ.ஆகாஷ், புது இளவரசன்பட்டு, அம்பேத்கர் நகர், விருத்தாசலம், கடலூர். bbox=[402, 1988, 747, 2079]
names-text: (1) பி.விஜய், 261, பிரதான சாலை, ஊ.மங்கலம், விருத்தாசலம், கடலூர். (2) சி.சுந்தர், 256, பிரதான சாலை, ஊ.மங்கலம், விருத்தாசலம், கடலூர். bbox=[402, 2185, 747, 2237]
names-text: (1) மு.ஆகாஷ், 95, தோப்புத் தெரு, ஊ.எடக்குப்பம், விருத்தாசலம், கடலூர். (2) சி.பிரகாஷ்ராஜ், ஊ.எடக்குப்பம், ஊ.அகரம், விருத்தாசலம், கடலூர். (3) கி.ஜவஹர், 113, ஊ.அகரம், ஊ.எடக்குப்பம், விருத்தாசலம், கடலூர். bbox=[775, 1479, 1120, 1569]
office-bearer-entry bbox=[29, 1949, 373, 1987]
branch-heading: ஊ.அகரம் கிளை – 2 bbox=[872, 1602, 1023, 1621]
newspaper-name: முரசொலி bbox=[706, 26, 816, 55]
branch-heading: ஊத்தங்கால் மேற்கு கிளை bbox=[1228, 936, 1414, 954]
role-label: அமைப்பாளர் : bbox=[29, 2166, 112, 2181]
office-bearer-entry bbox=[1149, 2092, 1493, 2149]
office-bearer-entry bbox=[1149, 963, 1493, 1001]
booth-number: பாகம் – 7 bbox=[1149, 172, 1201, 187]
branch-heading: பொன்னாலகரம் குடியிருப்பு கிளை bbox=[1197, 631, 1445, 650]
role-label: அமைப்பாளர் : bbox=[402, 1551, 492, 1566]
names-text: ப.சிவக்குமார், 449/2, அம்மன் கோயில் தெரு, புது இளவரசன்பட்டு, அம்பேத்கர் நகர், விருத்தாசலம், கடலூர். bbox=[402, 1944, 747, 1978]
branch-section bbox=[402, 2268, 747, 2379]
office-bearer-entry bbox=[29, 1746, 373, 1822]
booth-row bbox=[29, 1854, 373, 1891]
branch-heading: ஊ.மங்கலம் நடுக்குப்பம் கிளை bbox=[462, 951, 687, 969]
role-label: அமைப்பாளர் : bbox=[402, 2300, 485, 2314]
office-bearer-entry bbox=[775, 259, 1120, 355]
names-text: (1) அ.ஜெயமணி, ஊத்தங்கால், ஊத்தங்கால், விருத்தாசலம், கடலூர். (2) வேமுதுதோ, 830, பிரதான சாலை, ஊத்தங்கால், விருத்தாசலம், கடலூர். (3) செ.இளவரசன், 729, வடக்குத் தெரு, ஊத்தாங்கால் அஞ்சல், விருத்தாசலம், கடலூர். bbox=[1149, 1167, 1493, 1258]
names-text: சா.சதீஷ், பிரதான சாலை, ஊத்தாங்கால், விருத்தாசலம், கடலூர். bbox=[1149, 1872, 1493, 1906]
branch-section bbox=[402, 542, 747, 921]
booth-number: பாகம் – 19 bbox=[775, 515, 836, 529]
branch-heading: கொம்பாடிகுப்பம் வடக்கு கிளை bbox=[1206, 1094, 1436, 1112]
names-text: (1) செள.தீபக், பிரதான சாலை, சு.கீனனூர், கோபாலபுரம், விருத்தாசலம், கடலூர். (2) கு.பாலா, பிரதான சாலை சு.கீனனூர், கோபாலபுரம், விருத்தாசலம், கடலூர். (3) செள.தீலீபன், பிரதான சாலை சு.கீனனூர், கோபாலபுரம், விருத்தாசலம், கடலூர். bbox=[29, 480, 373, 570]
role-label: துணை அமைப்பாளர்கள் : bbox=[775, 2208, 923, 2222]
office-bearer-entry bbox=[1149, 1755, 1493, 1812]
office-bearer-entry bbox=[402, 1943, 747, 1980]
names-text: (1) ரா.ஜெயகுமார், 234, கிழக்குத் தெரு, ஊ.அகரம், விருத்தாசலம், கடலூர். (2) இராமானந்தம், 225, கிழக்குத் தெரு, ஊ.அகரம், விருத்தாசலம், கடலூர். bbox=[775, 2208, 1120, 2260]
office-bearer-entry bbox=[29, 1702, 373, 1740]
office-bearer-entry bbox=[402, 2298, 747, 2335]
role-label: துணை அமைப்பாளர்கள் : bbox=[1149, 2093, 1291, 2107]
office-bearer-entry bbox=[402, 1219, 747, 1296]
branch-heading: சாத்தமங்கலம் கிளை bbox=[128, 1674, 274, 1693]
booth-incharge: : செ.ஜெனிலி, 83, மேற்குத் தெரு, கம்மாபுரம், விருத்தாசலம், கடலூர். bbox=[114, 277, 360, 309]
booth-row bbox=[402, 864, 747, 921]
booth-subheading: பாக அமைப்பாளர்கள் : bbox=[137, 168, 265, 182]
booth-row bbox=[775, 471, 1120, 509]
office-bearer-entry bbox=[1149, 2047, 1493, 2085]
names-text: க.பூபாலன், 5/355, தெற்குத் தெரு, ஊ.அகரம், விருத்தாசலம், கடலூர். bbox=[1149, 287, 1493, 321]
role-label: அமைப்பாளர் : bbox=[1149, 287, 1234, 301]
names-text: (1) ரா.ரமணா, 162, கிழக்கு ஆதிதிராவிடர் குடியிருப்பு, சு.கீனனூர், கோபாலபுரம், விருத்தாசலம், கடலூர். (2) வி.ஆகாஷ், 1/121, கிழக்கு ஆதிதிராவிடர் குடியிருப்பு, சு.கீனனூர், கோபாலபுரம், விருத்தாசலம், கடலூர். (3) வே.முகிலன், 95/2, பிரதான சாலை, சு.கீனனூர், கோபாலபுரம், விருத்தாசலம், கடலூர். bbox=[29, 676, 373, 786]
role-label: அமைப்பாளர் : bbox=[1149, 1124, 1238, 1138]
branch-heading: ஊ.அகரம் கிளை – 1 bbox=[872, 1405, 1023, 1424]
names-text: (1) தே.கோபிநாத், 38/5, கிழக்குத் தெரு, ஊ.கொளப்பாக்கம், விசாத்தமங்கலம், விருத்தாசலம், கடலூர். (2) அ.அரவிந்த்ராஜ், 75, மேற்குத் தெரு, ஊ.கொளப்பாக்கம், வி.சாத்தமங்கலம், விருத்தாசலம், கடலூர். (3) பா.பிரவீன், 55/–ஏ, மேற்குத் தெரு, ஊ.கொளப்பாக்கம், விசாத்தமங்கலம், விருத்தாசலம், கடலூர். bbox=[29, 1995, 373, 2104]
branch-heading: ஊ.கொளப்பாக்கம் கிளை bbox=[110, 1921, 292, 1940]
